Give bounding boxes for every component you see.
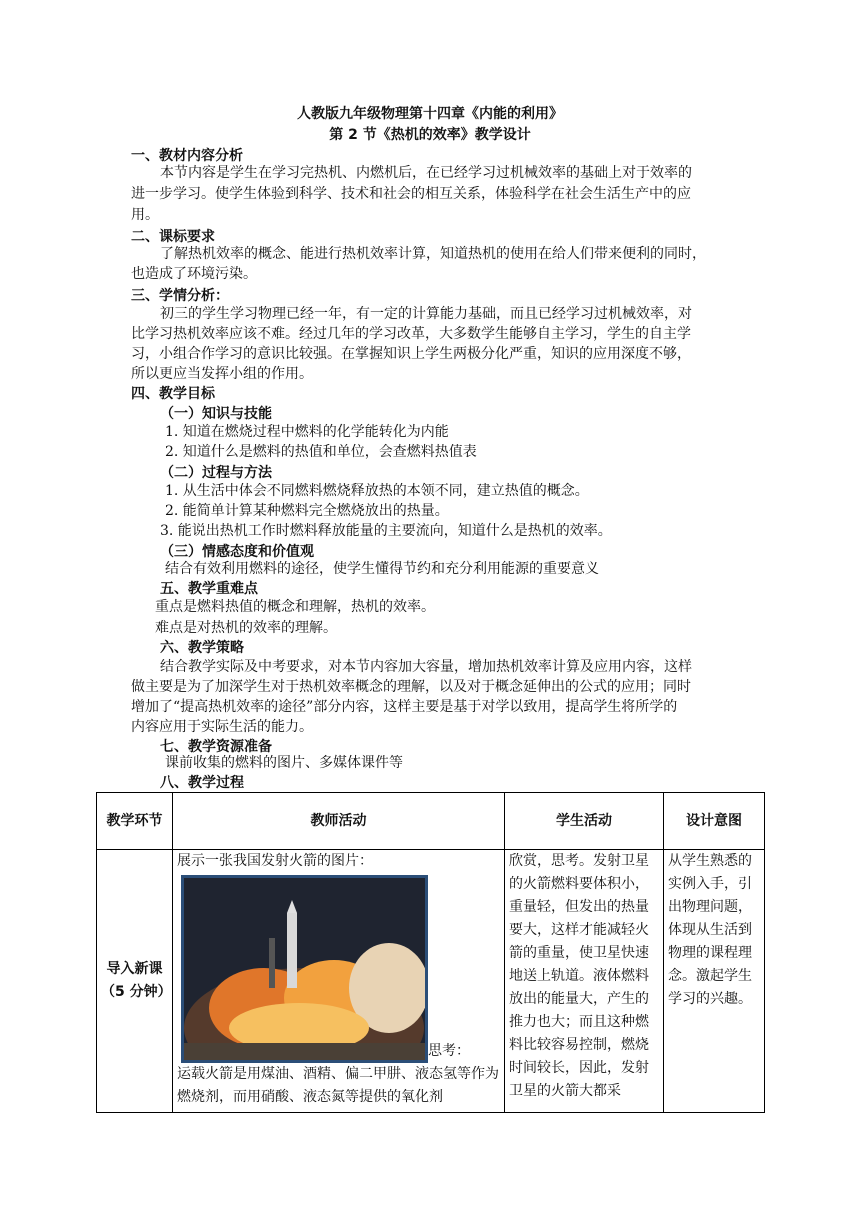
design-intent-text: 从学生熟悉的实例入手，引出物理问题，体现从生活到物理的课程理念。激起学生学习的兴趣。	[668, 853, 752, 1007]
doc-title-line1: 人教版九年级物理第十四章《内能的利用》	[297, 106, 563, 122]
attitude-item-1: 结合有效利用燃料的途径，使学生懂得节约和充分利用能源的重要意义	[165, 561, 599, 577]
process-item-1: 1. 从生活中体会不同燃料燃烧释放热的本领不同，建立热值的概念。	[165, 483, 589, 499]
teacher-intro: 展示一张我国发射火箭的图片：	[177, 853, 373, 869]
process-item-2: 2. 能简单计算某种燃料完全燃烧放出的热量。	[165, 503, 449, 519]
knowledge-item-1: 1. 知道在燃烧过程中燃料的化学能转化为内能	[165, 424, 449, 440]
rocket-launch-image	[181, 875, 428, 1063]
s5-line-2: 难点是对热机的效率的理解。	[155, 620, 337, 636]
s3-line-1: 初三的学生学习物理已经一年，有一定的计算能力基础，而且已经学习过机械效率，对	[160, 306, 692, 322]
header-stage: 教学环节	[97, 793, 173, 850]
teacher-think-label: 思考：	[428, 1043, 470, 1059]
s6-line-4: 内容应用于实际生活的能力。	[131, 719, 313, 735]
s3-line-4: 所以更应当发挥小组的作用。	[131, 366, 313, 382]
s2-line-1: 了解热机效率的概念、能进行热机效率计算，知道热机的使用在给人们带来便利的同时，	[160, 246, 706, 262]
section-heading-6: 六、教学策略	[160, 640, 244, 656]
student-activity-text: 欣赏，思考。发射卫星的火箭燃料要体积小，重量轻，但发出的热量要大，这样才能减轻火箭的重量，使卫星快速地送上轨道。液体燃料放出的能量大，产生的推力也大；而且这种燃料比较容易控制，燃烧时间较长，因此，发射卫星的火箭大都采	[509, 853, 649, 1099]
stage-cell: 导入新课（5 分钟）	[97, 850, 173, 1113]
section-heading-4: 四、教学目标	[131, 386, 215, 402]
process-item-3: 3. 能说出热机工作时燃料释放能量的主要流向，知道什么是热机的效率。	[160, 523, 612, 539]
table-header-row	[97, 793, 765, 850]
s6-line-2: 做主要是为了加深学生对于热机效率概念的理解，以及对于概念延伸出的公式的应用；同时	[131, 679, 691, 695]
student-activity-cell	[505, 850, 664, 1113]
header-student-activity: 学生活动	[505, 793, 664, 850]
section-heading-3: 三、学情分析：	[131, 288, 229, 304]
teacher-text: 运载火箭是用煤油、酒精、偏二甲肼、液态氢等作为燃烧剂，而用硝酸、液态氮等提供的氧化剂	[177, 1066, 499, 1105]
s6-line-3: 增加了“提高热机效率的途径”部分内容，这样主要是基于对学以致用，提高学生将所学的	[131, 699, 678, 715]
s7-line-1: 课前收集的燃料的图片、多媒体课件等	[165, 755, 403, 771]
knowledge-item-2: 2. 知道什么是燃料的热值和单位，会查燃料热值表	[165, 444, 477, 460]
subheading-process: （二）过程与方法	[160, 465, 272, 481]
rocket-launch-graphic	[184, 878, 425, 1060]
s3-line-3: 习，小组合作学习的意识比较强。在掌握知识上学生两极分化严重，知识的应用深度不够，	[131, 346, 691, 362]
s5-line-1: 重点是燃料热值的概念和理解，热机的效率。	[155, 599, 435, 615]
s1-line-1: 本节内容是学生在学习完热机、内燃机后，在已经学习过机械效率的基础上对于效率的	[160, 165, 692, 181]
design-intent-cell	[664, 850, 765, 1113]
section-heading-8: 八、教学过程	[160, 775, 244, 791]
header-design-intent: 设计意图	[664, 793, 765, 850]
teacher-activity-cell	[173, 850, 505, 1113]
section-heading-2: 二、课标要求	[131, 229, 215, 245]
section-heading-7: 七、教学资源准备	[160, 739, 272, 755]
subheading-knowledge: （一）知识与技能	[160, 406, 272, 422]
s6-line-1: 结合教学实际及中考要求，对本节内容加大容量，增加热机效率计算及应用内容，这样	[160, 659, 692, 675]
section-heading-1: 一、教材内容分析	[131, 148, 243, 164]
subheading-attitude: （三）情感态度和价值观	[160, 544, 314, 560]
s3-line-2: 比学习热机效率应该不难。经过几年的学习改革，大多数学生能够自主学习，学生的自主学	[131, 326, 691, 342]
s1-line-3: 用。	[131, 207, 159, 223]
section-heading-5: 五、教学重难点	[160, 581, 258, 597]
header-teacher-activity: 教师活动	[173, 793, 505, 850]
s2-line-2: 也造成了环境污染。	[131, 266, 257, 282]
table-row	[97, 850, 765, 1113]
s1-line-2: 进一步学习。使学生体验到科学、技术和社会的相互关系，体验科学在社会生活生产中的应	[131, 186, 691, 202]
teaching-process-table	[96, 792, 765, 1113]
doc-title-line2: 第 2 节《热机的效率》教学设计	[329, 127, 531, 143]
